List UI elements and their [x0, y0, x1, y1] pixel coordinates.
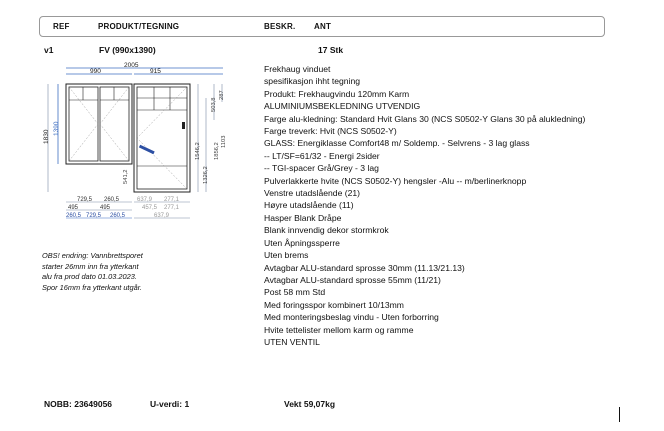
spec-line: Blank innvendig dekor stormkrok — [264, 225, 389, 236]
bottom-dim-r4: 277,1 — [164, 205, 180, 211]
spec-line: Farge treverk: Hvit (NCS S0502-Y) — [264, 126, 397, 137]
item-product: FV (990x1390) — [99, 45, 156, 55]
bottom-dim-l5: 260,5 — [66, 213, 82, 219]
spec-line: Med foringsspor kombinert 10/13mm — [264, 299, 404, 310]
left-width-label: 990 — [90, 68, 101, 75]
u-value: U-verdi: 1 — [150, 399, 190, 409]
spec-line: Post 58 mm Std — [264, 287, 326, 298]
spec-line: Avtagbar ALU-standard sprosse 55mm (11/21) — [264, 274, 441, 285]
note-line: Spor 16mm fra ytterkant utgår. — [42, 282, 142, 292]
bottom-dim-r2: 277,1 — [164, 197, 180, 203]
header-produkt: PRODUKT/TEGNING — [98, 22, 180, 31]
right-dim-2: 1326,2 — [203, 166, 209, 184]
spec-line: Farge alu-kledning: Standard Hvit Glans 30 (NCS S0502-Y Glans 30 på alukledning) — [264, 113, 586, 124]
bottom-dim-l1: 729,5 — [77, 197, 93, 203]
header-beskr: BESKR. — [264, 22, 296, 31]
note-line: OBS! endring: Vannbrettsporet — [42, 251, 143, 260]
inner-height-label: 1390 — [53, 121, 60, 136]
bottom-dim-l4: 495 — [100, 205, 111, 211]
right-width-label: 915 — [150, 68, 161, 75]
change-note — [42, 251, 242, 293]
door-sill-dim: 541,2 — [123, 169, 129, 184]
right-dim-5: 1856,2 — [214, 142, 220, 160]
spec-line: Avtagbar ALU-standard sprosse 30mm (11.13/21.13) — [264, 262, 465, 273]
door-handle-icon — [182, 122, 185, 129]
right-dim-4: 287 — [219, 90, 225, 100]
right-dim-1: 1546,2 — [195, 142, 201, 160]
spec-line: Produkt: Frekhaugvindu 120mm Karm — [264, 88, 410, 99]
header-ant: ANT — [314, 22, 332, 31]
spec-line: GLASS: Energiklasse Comfort48 m/ Soldemp. - Selvrens - 3 lag glass — [264, 138, 530, 149]
spec-line: Med monteringsbeslag vindu - Uten forborring — [264, 312, 439, 323]
item-ref: v1 — [44, 45, 54, 55]
door-frame — [134, 84, 190, 192]
right-dim-3: 503,8 — [211, 97, 217, 112]
spec-line: Pulverlakkerte hvite (NCS S0502-Y) hengsler -Alu -- m/berlinerknopp — [264, 175, 527, 186]
spec-line: -- LT/SF=61/32 - Energi 2sider — [264, 150, 380, 161]
bottom-dim-l6: 729,5 — [86, 213, 102, 219]
spec-line: Hasper Blank Dråpe — [264, 212, 342, 223]
note-line: starter 26mm inn fra ytterkant — [42, 261, 139, 271]
specification-list — [264, 63, 609, 348]
spec-line: UTEN VENTIL — [264, 336, 320, 347]
bottom-dim-r1: 637,9 — [137, 197, 153, 203]
item-quantity: 17 Stk — [318, 45, 344, 55]
overall-width-label: 2005 — [124, 62, 139, 69]
spec-line: spesifikasjon ihht tegning — [264, 76, 361, 87]
spec-line: Høyre utadslående (11) — [264, 200, 354, 211]
spec-line: Venstre utadslående (21) — [264, 188, 361, 199]
spec-line: -- TGI-spacer Grå/Grey - 3 lag — [264, 163, 379, 174]
spec-line: ALUMINIUMSBEKLEDNING UTVENDIG — [264, 101, 421, 112]
bottom-dim-l3: 495 — [68, 205, 79, 211]
bottom-dim-r5: 637,9 — [154, 213, 170, 219]
header-ref: REF — [53, 22, 70, 31]
weight: Vekt 59,07kg — [284, 399, 336, 409]
spec-line: Frekhaug vinduet — [264, 64, 331, 74]
outer-height-label: 1830 — [43, 129, 50, 144]
bottom-dim-l2: 260,5 — [104, 197, 120, 203]
right-dim-6: 1103 — [221, 135, 227, 148]
column-header-bar — [39, 16, 605, 37]
spec-line: Uten Åpningssperre — [264, 237, 340, 248]
text-cursor — [619, 407, 620, 422]
window-drawing — [42, 60, 252, 230]
spec-line: Hvite tettelister mellom karm og ramme — [264, 324, 414, 335]
nobb-number: NOBB: 23649056 — [44, 399, 113, 409]
bottom-dim-r3: 457,5 — [142, 205, 158, 211]
note-line: alu fra prod dato 01.03.2023. — [42, 272, 137, 281]
spec-line: Uten brems — [264, 250, 309, 261]
bottom-dim-l7: 260,5 — [110, 213, 126, 219]
